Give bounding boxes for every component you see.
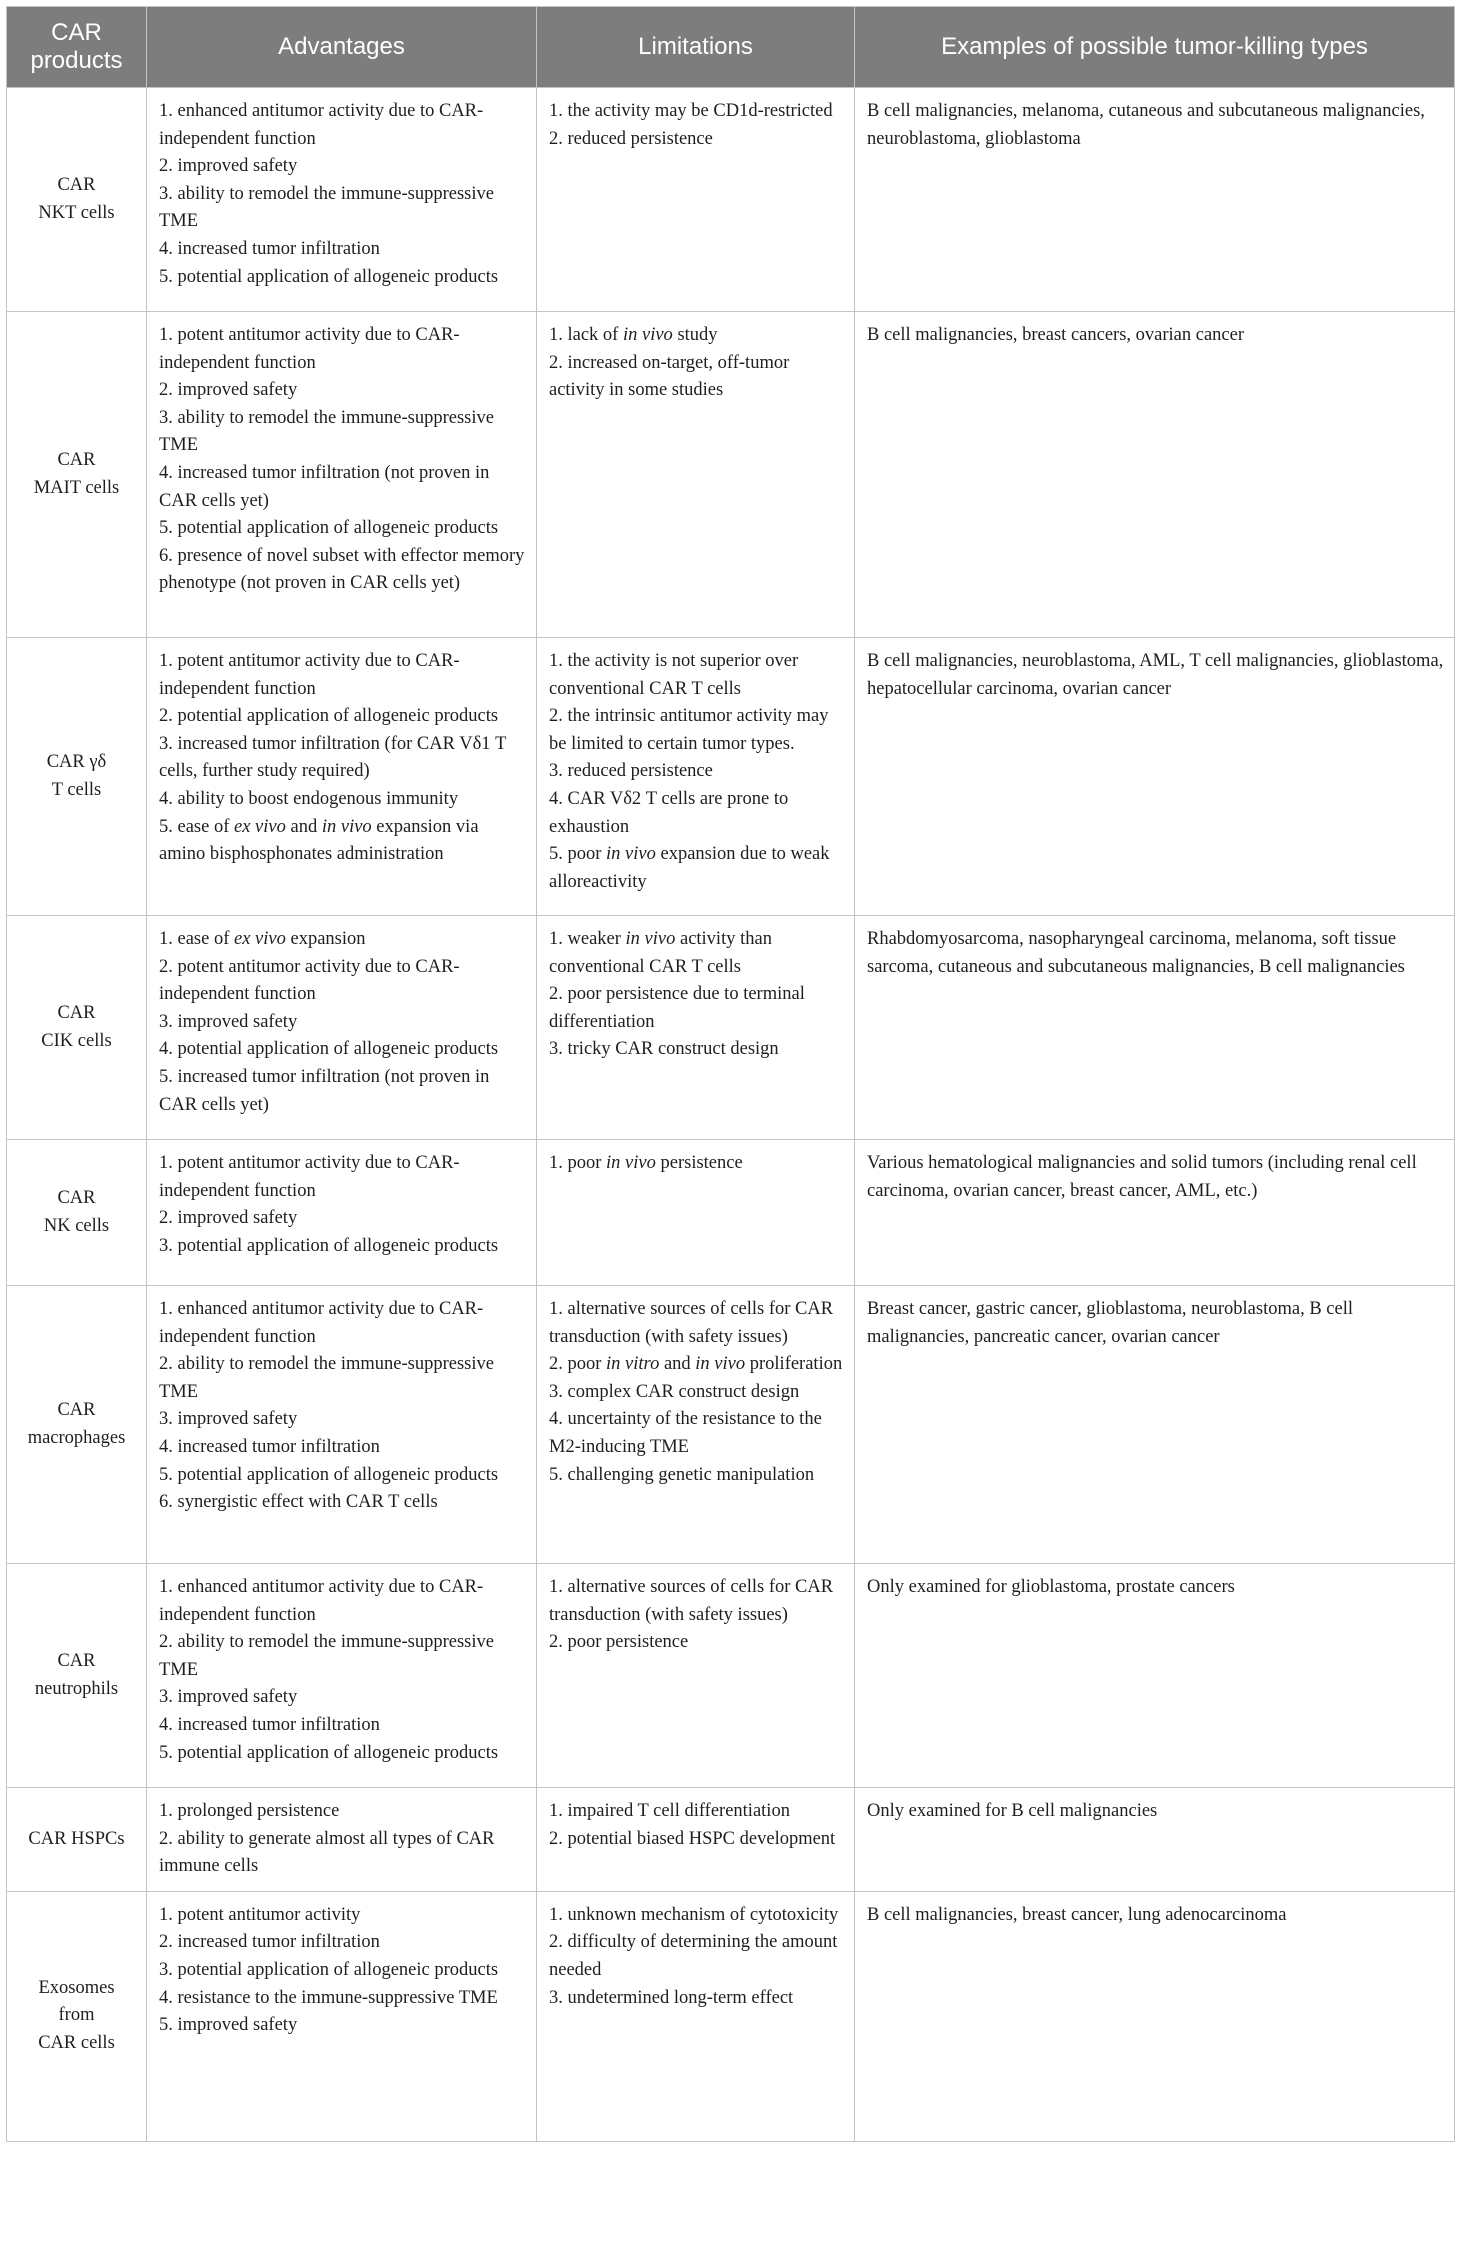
examples-cell (855, 312, 1455, 638)
advantage-item: 2. potent antitumor activity due to CAR-independent function (159, 956, 460, 1005)
limitations-cell (537, 1891, 855, 2141)
examples-text: B cell malignancies, breast cancers, ovarian cancer (867, 325, 1245, 345)
examples-text: Various hematological malignancies and solid tumors (including renal cell carcinoma, ovarian cancer, breast cancer, AML, etc.) (867, 1153, 1417, 1201)
product-name-line: Exosomes (38, 1977, 115, 1998)
limitation-item: 2. reduced persistence (549, 128, 713, 149)
advantage-item: 4. ability to boost endogenous immunity (159, 788, 459, 809)
examples-text: B cell malignancies, neuroblastoma, AML, T cell malignancies, glioblastoma, hepatocellular carcinoma, ovarian cancer (867, 651, 1444, 699)
advantages-cell (147, 1286, 537, 1564)
advantages-cell (147, 312, 537, 638)
advantage-item: 1. prolonged persistence (159, 1801, 340, 1821)
examples-text: Breast cancer, gastric cancer, glioblastoma, neuroblastoma, B cell malignancies, pancreatic cancer, ovarian cancer (867, 1299, 1354, 1347)
advantage-item: 4. increased tumor infiltration (not proven in CAR cells yet) (159, 462, 490, 511)
table-row (7, 1891, 1455, 2141)
advantage-item: 5. potential application of allogeneic products (159, 518, 499, 539)
limitation-item: 1. the activity is not superior over conventional CAR T cells (549, 651, 799, 699)
limitations-cell (537, 312, 855, 638)
advantage-item: 1. enhanced antitumor activity due to CAR-independent function (159, 1577, 484, 1625)
limitation-item: 1. unknown mechanism of cytotoxicity (549, 1904, 839, 1925)
table-row (7, 638, 1455, 916)
advantage-item: 5. improved safety (159, 2015, 298, 2036)
advantage-item: 2. ability to remodel the immune-suppressive TME (159, 1354, 494, 1402)
limitation-item: 3. undetermined long-term effect (549, 1987, 794, 2008)
advantage-item: 3. potential application of allogeneic products (159, 1959, 499, 1980)
product-name-line: CAR (57, 1187, 96, 1208)
advantage-item: 4. increased tumor infiltration (159, 1714, 380, 1735)
advantage-item: 2. increased tumor infiltration (159, 1932, 380, 1953)
limitation-item: 2. poor persistence (549, 1632, 689, 1653)
product-name-line: CAR (57, 174, 96, 195)
advantages-cell (147, 1564, 537, 1788)
header-row (7, 7, 1455, 88)
product-name-line: CAR (57, 1650, 96, 1671)
limitation-item: 4. uncertainty of the resistance to the M2-inducing TME (549, 1409, 822, 1457)
advantage-item: 6. presence of novel subset with effector memory phenotype (not proven in CAR cells yet) (159, 545, 525, 594)
advantage-item: 3. ability to remodel the immune-suppressive TME (159, 407, 494, 456)
limitation-item: 2. potential biased HSPC development (549, 1828, 836, 1849)
advantage-item: 6. synergistic effect with CAR T cells (159, 1492, 438, 1513)
examples-text: Only examined for glioblastoma, prostate cancers (867, 1577, 1235, 1597)
product-cell (7, 1891, 147, 2141)
advantage-item: 4. increased tumor infiltration (159, 238, 380, 259)
product-cell (7, 638, 147, 916)
product-name-line: NK cells (43, 1215, 110, 1236)
examples-text: B cell malignancies, melanoma, cutaneous and subcutaneous malignancies, neuroblastoma, glioblastoma (867, 101, 1425, 149)
advantage-item: 3. improved safety (159, 1011, 298, 1032)
product-name-line: MAIT cells (33, 477, 120, 498)
product-name-line: CAR γδ (46, 751, 107, 772)
header-examples: Examples of possible tumor-killing types (855, 7, 1455, 88)
advantage-item: 2. improved safety (159, 156, 298, 177)
advantage-item: 2. improved safety (159, 1208, 298, 1229)
advantage-item: 3. potential application of allogeneic products (159, 1235, 499, 1256)
product-name-line: macrophages (27, 1427, 126, 1448)
examples-text: B cell malignancies, breast cancer, lung adenocarcinoma (867, 1904, 1287, 1925)
examples-cell (855, 1140, 1455, 1286)
advantage-item: 5. potential application of allogeneic products (159, 266, 499, 287)
product-cell (7, 916, 147, 1140)
limitations-cell (537, 916, 855, 1140)
limitation-item: 2. increased on-target, off-tumor activity in some studies (549, 352, 790, 401)
table-row (7, 1788, 1455, 1892)
advantage-item: 4. resistance to the immune-suppressive TME (159, 1987, 498, 2008)
advantage-item: 3. ability to remodel the immune-suppressive TME (159, 183, 494, 232)
limitations-cell (537, 638, 855, 916)
limitation-item: 3. tricky CAR construct design (549, 1039, 779, 1060)
product-cell (7, 312, 147, 638)
table-row (7, 312, 1455, 638)
limitation-item: 5. poor in vivo expansion due to weak alloreactivity (549, 844, 830, 892)
advantage-item: 1. enhanced antitumor activity due to CAR-independent function (159, 101, 484, 149)
product-name-line: T cells (51, 779, 102, 800)
table-container (6, 6, 1454, 2142)
advantages-cell (147, 1788, 537, 1892)
product-name-line: CAR cells (38, 2033, 115, 2054)
limitation-item: 1. poor in vivo persistence (549, 1153, 743, 1173)
advantage-item: 3. increased tumor infiltration (for CAR Vδ1 T cells, further study required) (159, 733, 507, 782)
advantage-item: 1. potent antitumor activity (159, 1904, 361, 1925)
limitations-cell (537, 1140, 855, 1286)
product-cell (7, 1140, 147, 1286)
advantage-item: 5. potential application of allogeneic products (159, 1464, 499, 1485)
advantages-cell (147, 1891, 537, 2141)
product-name-line: NKT cells (38, 202, 115, 223)
limitation-item: 2. poor persistence due to terminal differentiation (549, 984, 805, 1032)
limitation-item: 1. impaired T cell differentiation (549, 1801, 790, 1821)
limitation-item: 3. complex CAR construct design (549, 1381, 800, 1402)
header-limitations: Limitations (537, 7, 855, 88)
examples-cell (855, 1891, 1455, 2141)
limitation-item: 5. challenging genetic manipulation (549, 1464, 815, 1485)
limitations-cell (537, 88, 855, 312)
advantage-item: 4. increased tumor infiltration (159, 1436, 380, 1457)
advantage-item: 5. ease of ex vivo and in vivo expansion via amino bisphosphonates administration (159, 816, 479, 865)
limitation-item: 2. poor in vitro and in vivo proliferation (549, 1354, 843, 1375)
product-cell (7, 1286, 147, 1564)
limitation-item: 1. alternative sources of cells for CAR transduction (with safety issues) (549, 1577, 834, 1625)
table-header (7, 7, 1455, 88)
advantage-item: 1. ease of ex vivo expansion (159, 929, 366, 949)
examples-text: Only examined for B cell malignancies (867, 1801, 1158, 1821)
header-advantages: Advantages (147, 7, 537, 88)
table-row (7, 88, 1455, 312)
advantage-item: 5. potential application of allogeneic products (159, 1742, 499, 1763)
examples-cell (855, 638, 1455, 916)
examples-cell (855, 916, 1455, 1140)
advantage-item: 1. potent antitumor activity due to CAR-independent function (159, 325, 460, 373)
examples-text: Rhabdomyosarcoma, nasopharyngeal carcinoma, melanoma, soft tissue sarcoma, cutaneous and subcutaneous malignancies, B cell malignancies (867, 929, 1405, 977)
table-row (7, 1564, 1455, 1788)
car-products-table (6, 6, 1455, 2142)
limitation-item: 2. the intrinsic antitumor activity may be limited to certain tumor types. (549, 706, 829, 754)
limitation-item: 4. CAR Vδ2 T cells are prone to exhaustion (549, 788, 789, 837)
product-name-line: CAR (57, 1002, 96, 1023)
header-car-products: CAR products (7, 7, 147, 88)
examples-cell (855, 1286, 1455, 1564)
table-row (7, 1286, 1455, 1564)
advantage-item: 1. potent antitumor activity due to CAR-independent function (159, 651, 460, 699)
advantage-item: 3. improved safety (159, 1687, 298, 1708)
product-name-line: neutrophils (34, 1678, 119, 1699)
product-name-line: CIK cells (41, 1030, 112, 1051)
advantage-item: 4. potential application of allogeneic products (159, 1039, 499, 1060)
advantage-item: 5. increased tumor infiltration (not proven in CAR cells yet) (159, 1066, 490, 1115)
advantage-item: 1. potent antitumor activity due to CAR-independent function (159, 1153, 460, 1201)
limitation-item: 1. the activity may be CD1d-restricted (549, 101, 833, 121)
examples-cell (855, 1788, 1455, 1892)
limitations-cell (537, 1788, 855, 1892)
advantages-cell (147, 1140, 537, 1286)
advantages-cell (147, 916, 537, 1140)
limitation-item: 3. reduced persistence (549, 761, 713, 782)
advantage-item: 3. improved safety (159, 1409, 298, 1430)
product-name-line: from (58, 2005, 95, 2026)
advantage-item: 2. ability to generate almost all types of CAR immune cells (159, 1828, 495, 1877)
product-cell (7, 1564, 147, 1788)
product-cell (7, 1788, 147, 1892)
advantages-cell (147, 638, 537, 916)
table-row (7, 1140, 1455, 1286)
product-name-line: CAR HSPCs (28, 1828, 125, 1849)
limitation-item: 2. difficulty of determining the amount needed (549, 1932, 838, 1980)
examples-cell (855, 1564, 1455, 1788)
advantage-item: 2. ability to remodel the immune-suppressive TME (159, 1632, 494, 1680)
advantages-cell (147, 88, 537, 312)
examples-cell (855, 88, 1455, 312)
limitation-item: 1. weaker in vivo activity than conventional CAR T cells (549, 929, 772, 977)
limitation-item: 1. lack of in vivo study (549, 325, 718, 345)
limitations-cell (537, 1564, 855, 1788)
table-row (7, 916, 1455, 1140)
advantage-item: 2. potential application of allogeneic products (159, 706, 499, 727)
limitation-item: 1. alternative sources of cells for CAR transduction (with safety issues) (549, 1299, 834, 1347)
table-body (7, 88, 1455, 2142)
advantage-item: 1. enhanced antitumor activity due to CAR-independent function (159, 1299, 484, 1347)
product-name-line: CAR (57, 1399, 96, 1420)
limitations-cell (537, 1286, 855, 1564)
advantage-item: 2. improved safety (159, 380, 298, 401)
product-cell (7, 88, 147, 312)
product-name-line: CAR (57, 449, 96, 470)
